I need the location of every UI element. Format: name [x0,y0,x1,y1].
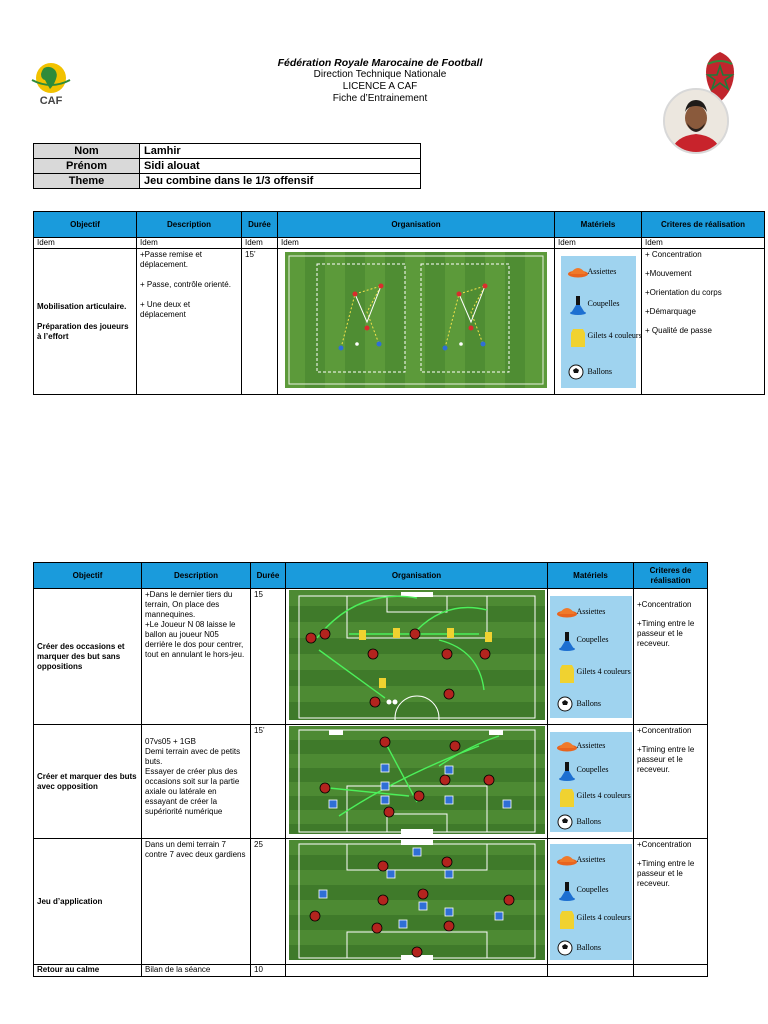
football-icon [556,696,578,712]
licence-subtitle: LICENCE A CAF [342,81,418,92]
objectif-cell: Retour au calme [34,965,142,977]
critere-item: +Timing entre le passeur et le receveur. [637,859,695,888]
description-cell: Dans un demi terrain 7 contre 7 avec deux gardiens [142,839,251,965]
marker-cup-icon [556,762,578,782]
materials-label: Assiettes [587,266,617,276]
critere-item: +Timing entre le passeur et le receveur. [637,619,695,648]
duree-cell: 15’ [242,249,278,395]
critere-item: +Concentration [637,600,692,609]
table-row-idem [34,238,765,249]
description-line: + Une deux et déplacement [140,300,191,319]
materials-label: Ballons [576,816,601,826]
materials-panel [561,256,642,388]
materials-panel [550,844,632,960]
table-row [34,839,708,965]
materiels-cell [548,839,634,965]
materials-label: Gilets 4 couleurs [576,912,631,922]
football-icon [556,940,578,956]
duree-cell: 10 [251,965,286,977]
bib-vest-icon [556,788,578,808]
description-cell [137,249,242,395]
materials-label: Ballons [576,698,601,708]
bib-vest-icon [556,664,578,684]
football-icon [567,364,589,380]
identity-value: Sidi alouat [140,159,421,174]
critere-item: + Qualité de passe [645,326,712,335]
materials-label: Assiettes [576,854,606,864]
identity-row-prenom [34,159,421,174]
session-table-main [33,562,708,977]
identity-value: Lamhir [140,144,421,159]
idem-cell: Idem [278,238,555,249]
materials-label: Coupelles [576,764,609,774]
materials-label: Coupelles [576,884,609,894]
description-line: +Passe remise et déplacement. [140,250,203,269]
marker-cup-icon [556,882,578,902]
materiels-cell [548,965,634,977]
duree-cell: 15’ [251,725,286,839]
idem-cell: Idem [555,238,642,249]
criteres-cell [634,965,708,977]
col-description: Description [142,563,251,589]
objectif-cell [34,249,137,395]
critere-item: + Concentration [645,250,702,259]
organisation-cell [286,589,548,725]
organisation-cell [286,839,548,965]
identity-label: Nom [34,144,140,159]
caf-logo-text: CAF [39,95,63,107]
session-table-warmup [33,211,765,395]
col-objectif: Objectif [34,563,142,589]
criteres-cell [642,249,765,395]
materiels-cell [548,725,634,839]
materials-panel [550,596,632,718]
identity-value: Jeu combine dans le 1/3 offensif [140,174,421,189]
objectif-cell: Jeu d’application [34,839,142,965]
cone-disc-icon [567,264,589,278]
bib-vest-icon [567,328,589,348]
materiels-cell [548,589,634,725]
warmup-pitch-diagram [285,252,547,388]
organisation-cell [286,965,548,977]
organisation-cell [278,249,555,395]
critere-item: +Mouvement [645,269,692,278]
table-header-row [34,212,765,238]
materials-label: Coupelles [576,634,609,644]
materials-label: Ballons [576,942,601,952]
materials-label: Gilets 4 couleurs [587,330,642,340]
description-cell: +Dans le dernier tiers du terrain, On place des mannequines. +Le Joueur N 08 laisse le ballon au joueur N05 derrière le dos pour centrer, tout en annulant le hors-jeu. [142,589,251,725]
direction-subtitle: Direction Technique Nationale [313,69,447,80]
col-criteres: Criteres de réalisation [634,563,708,589]
objectif-cell: Créer des occasions et marquer des but sans oppositions [34,589,142,725]
idem-cell: Idem [137,238,242,249]
materials-label: Coupelles [587,298,620,308]
criteres-cell [634,839,708,965]
materials-label: Assiettes [576,606,606,616]
critere-item: +Concentration [637,840,692,849]
identity-row-theme [34,174,421,189]
materials-label: Gilets 4 couleurs [576,666,631,676]
identity-label: Prénom [34,159,140,174]
criteres-cell [634,725,708,839]
caf-logo [26,60,76,108]
criteres-cell [634,589,708,725]
idem-cell: Idem [242,238,278,249]
col-criteres: Criteres de réalisation [642,212,765,238]
critere-item: +Concentration [637,726,692,735]
critere-item: +Démarquage [645,307,696,316]
marker-cup-icon [556,632,578,652]
table-row [34,725,708,839]
objectif-line: Préparation des joueurs à l’effort [37,321,129,341]
materials-panel [550,732,632,832]
description-line: + Passe, contrôle orienté. [140,280,231,289]
organisation-cell [286,725,548,839]
materials-label: Gilets 4 couleurs [576,790,631,800]
idem-cell: Idem [34,238,137,249]
cone-disc-icon [556,604,578,618]
identity-row-nom [34,144,421,159]
table-row [34,249,765,395]
pitch-diagram-no-opposition [289,590,545,720]
col-description: Description [137,212,242,238]
objectif-line: Mobilisation articulaire. [37,301,127,311]
col-duree: Durée [251,563,286,589]
col-duree: Durée [242,212,278,238]
objectif-cell: Créer et marquer des buts avec opposition [34,725,142,839]
coach-photo-avatar [663,88,729,154]
col-organisation: Organisation [286,563,548,589]
football-icon [556,814,578,830]
materiels-cell [555,249,642,395]
col-organisation: Organisation [278,212,555,238]
description-cell: Bilan de la séance [142,965,251,977]
cone-disc-icon [556,852,578,866]
bib-vest-icon [556,910,578,930]
materials-label: Ballons [587,366,612,376]
materials-label: Assiettes [576,740,606,750]
duree-cell: 15 [251,589,286,725]
pitch-diagram-with-opposition [289,726,545,834]
description-cell: 07vs05 + 1GB Demi terrain avec de petits buts. Essayer de créer plus des occasions soit sur la partie axiale ou latérale en essayant de créer la supériorité numérique [142,725,251,839]
table-row [34,589,708,725]
duree-cell: 25 [251,839,286,965]
identity-table [33,143,421,189]
cone-disc-icon [556,738,578,752]
critere-item: +Orientation du corps [645,288,722,297]
col-objectif: Objectif [34,212,137,238]
critere-item: +Timing entre le passeur et le receveur. [637,745,695,774]
table-row [34,965,708,977]
marker-cup-icon [567,296,589,316]
idem-cell: Idem [642,238,765,249]
table-header-row [34,563,708,589]
identity-label: Theme [34,174,140,189]
col-materiels: Matériels [548,563,634,589]
federation-title: Fédération Royale Marocaine de Football [277,57,483,69]
pitch-diagram-match-play [289,840,545,960]
fiche-subtitle: Fiche d’Entrainement [332,93,428,104]
col-materiels: Matériels [555,212,642,238]
